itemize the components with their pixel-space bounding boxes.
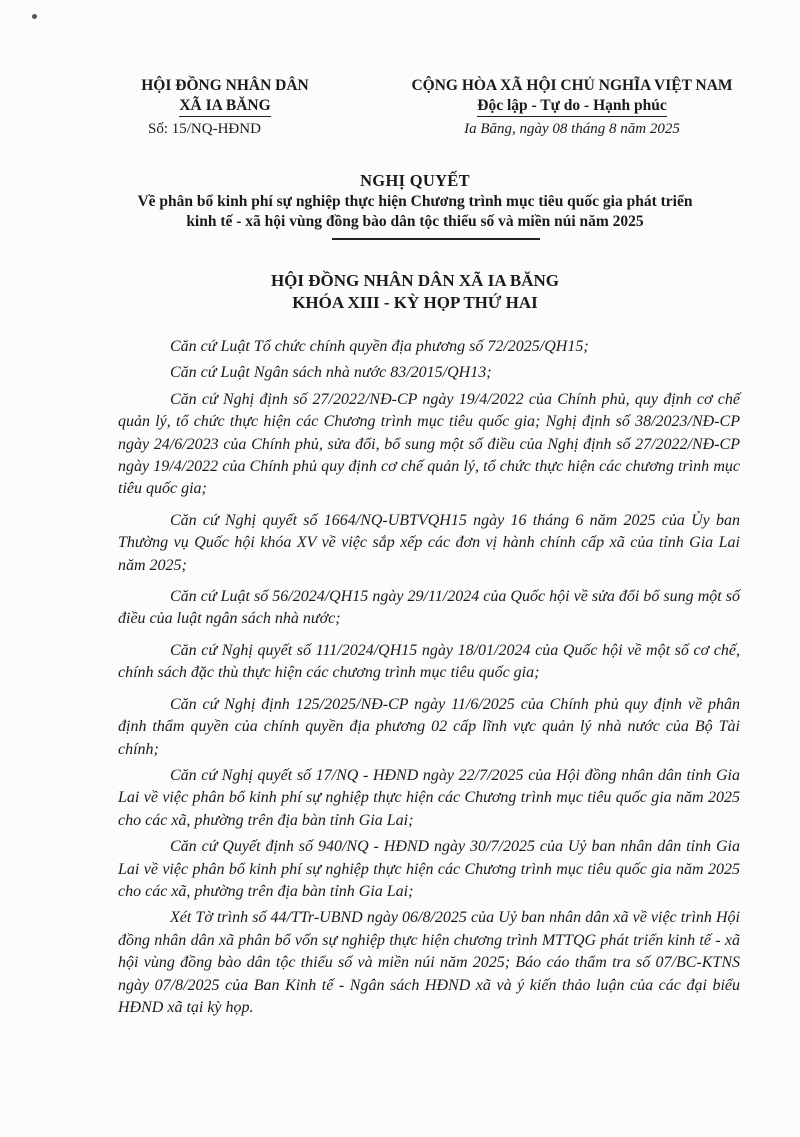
body-paragraph: Căn cứ Luật Ngân sách nhà nước 83/2015/QH13; xyxy=(170,364,492,382)
document-date: Ia Băng, ngày 08 tháng 8 năm 2025 xyxy=(464,121,680,137)
body-paragraph: Căn cứ Luật Tổ chức chính quyền địa phương số 72/2025/QH15; xyxy=(170,338,589,355)
national-title: CỘNG HÒA XÃ HỘI CHỦ NGHĨA VIỆT NAM xyxy=(411,77,733,94)
body-paragraph: Căn cứ Luật số 56/2024/QH15 ngày 29/11/2024 của Quốc hội về sửa đổi bổ sung một số điều của luật ngân sách nhà nước; xyxy=(118,588,740,628)
issuing-body-line2: XÃ IA BĂNG xyxy=(179,96,270,117)
issuing-body-line1: HỘI ĐỒNG NHÂN DÂN xyxy=(141,77,309,94)
council-session: KHÓA XIII - KỲ HỌP THỨ HAI xyxy=(292,293,538,312)
body-paragraph: Căn cứ Nghị định 125/2025/NĐ-CP ngày 11/6/2025 của Chính phủ quy định về phân định thẩm quyền của chính quyền địa phương 02 cấp lĩnh vực quản lý nhà nước của Bộ Tài chính; xyxy=(118,695,740,758)
document-number: Số: 15/NQ-HĐND xyxy=(148,121,261,137)
national-motto: Độc lập - Tự do - Hạnh phúc xyxy=(477,96,666,117)
document-subject-line2: kinh tế - xã hội vùng đồng bào dân tộc thiểu số và miền núi năm 2025 xyxy=(186,213,644,230)
national-header xyxy=(352,76,792,117)
document-type: NGHỊ QUYẾT xyxy=(360,171,470,190)
body-paragraph: Căn cứ Nghị quyết số 111/2024/QH15 ngày 18/01/2024 của Quốc hội về một số cơ chế, chính sách đặc thù thực hiện các chương trình mục tiêu quốc gia; xyxy=(118,641,740,682)
document-body xyxy=(118,336,740,1023)
title-underline xyxy=(332,238,540,240)
body-paragraph: Căn cứ Nghị quyết số 1664/NQ-UBTVQH15 ngày 16 tháng 6 năm 2025 của Ủy ban Thường vụ Quốc hội khóa XV về việc sắp xếp các đơn vị hành chính cấp xã của tỉnh Gia Lai năm 2025; xyxy=(118,511,740,574)
body-paragraph: Căn cứ Nghị quyết số 17/NQ - HĐND ngày 22/7/2025 của Hội đồng nhân dân tỉnh Gia Lai về việc phân bổ kinh phí sự nghiệp thực hiện các Chương trình mục tiêu quốc gia năm 2025 cho các xã, phường trên địa bàn tỉnh Gia Lai; xyxy=(118,766,740,829)
scan-mark xyxy=(32,14,37,19)
council-heading xyxy=(80,270,750,314)
issuing-body xyxy=(100,76,350,117)
body-paragraph: Xét Tờ trình số 44/TTr-UBND ngày 06/8/2025 của Uỷ ban nhân dân xã về việc trình Hội đồng nhân dân xã phân bổ vốn sự nghiệp thực hiện chương trình MTTQG phát triển kinh tế - xã hội vùng đồng bào dân tộc thiểu số và miền núi năm 2025; Báo cáo thẩm tra số 07/BC-KTNS ngày 07/8/2025 của Ban Kinh tế - Ngân sách HĐND xã và ý kiến thảo luận của các đại biểu HĐND xã tại kỳ họp. xyxy=(118,909,740,1016)
council-name: HỘI ĐỒNG NHÂN DÂN XÃ IA BĂNG xyxy=(270,271,560,290)
document-title xyxy=(80,170,750,232)
document-subject-line1: Về phân bổ kinh phí sự nghiệp thực hiện Chương trình mục tiêu quốc gia phát triển xyxy=(137,193,693,210)
body-paragraph: Căn cứ Nghị định số 27/2022/NĐ-CP ngày 19/4/2022 của Chính phủ, quy định cơ chế quản lý, tổ chức thực hiện các Chương trình mục tiêu quốc gia; Nghị định số 38/2023/NĐ-CP ngày 24/6/2023 của Chính phủ, sửa đổi, bổ sung một số điều của Nghị định số 27/2022/NĐ-CP ngày 19/4/2022 của Chính phủ quy định cơ chế quản lý, tổ chức thực hiện các chương trình mục tiêu quốc gia; xyxy=(118,390,740,498)
body-paragraph: Căn cứ Quyết định số 940/NQ - HĐND ngày 30/7/2025 của Uỷ ban nhân dân tỉnh Gia Lai về việc phân bổ kinh phí sự nghiệp thực hiện các Chương trình mục tiêu quốc gia năm 2025 cho các xã, phường trên địa bàn tỉnh Gia Lai; xyxy=(118,838,740,900)
